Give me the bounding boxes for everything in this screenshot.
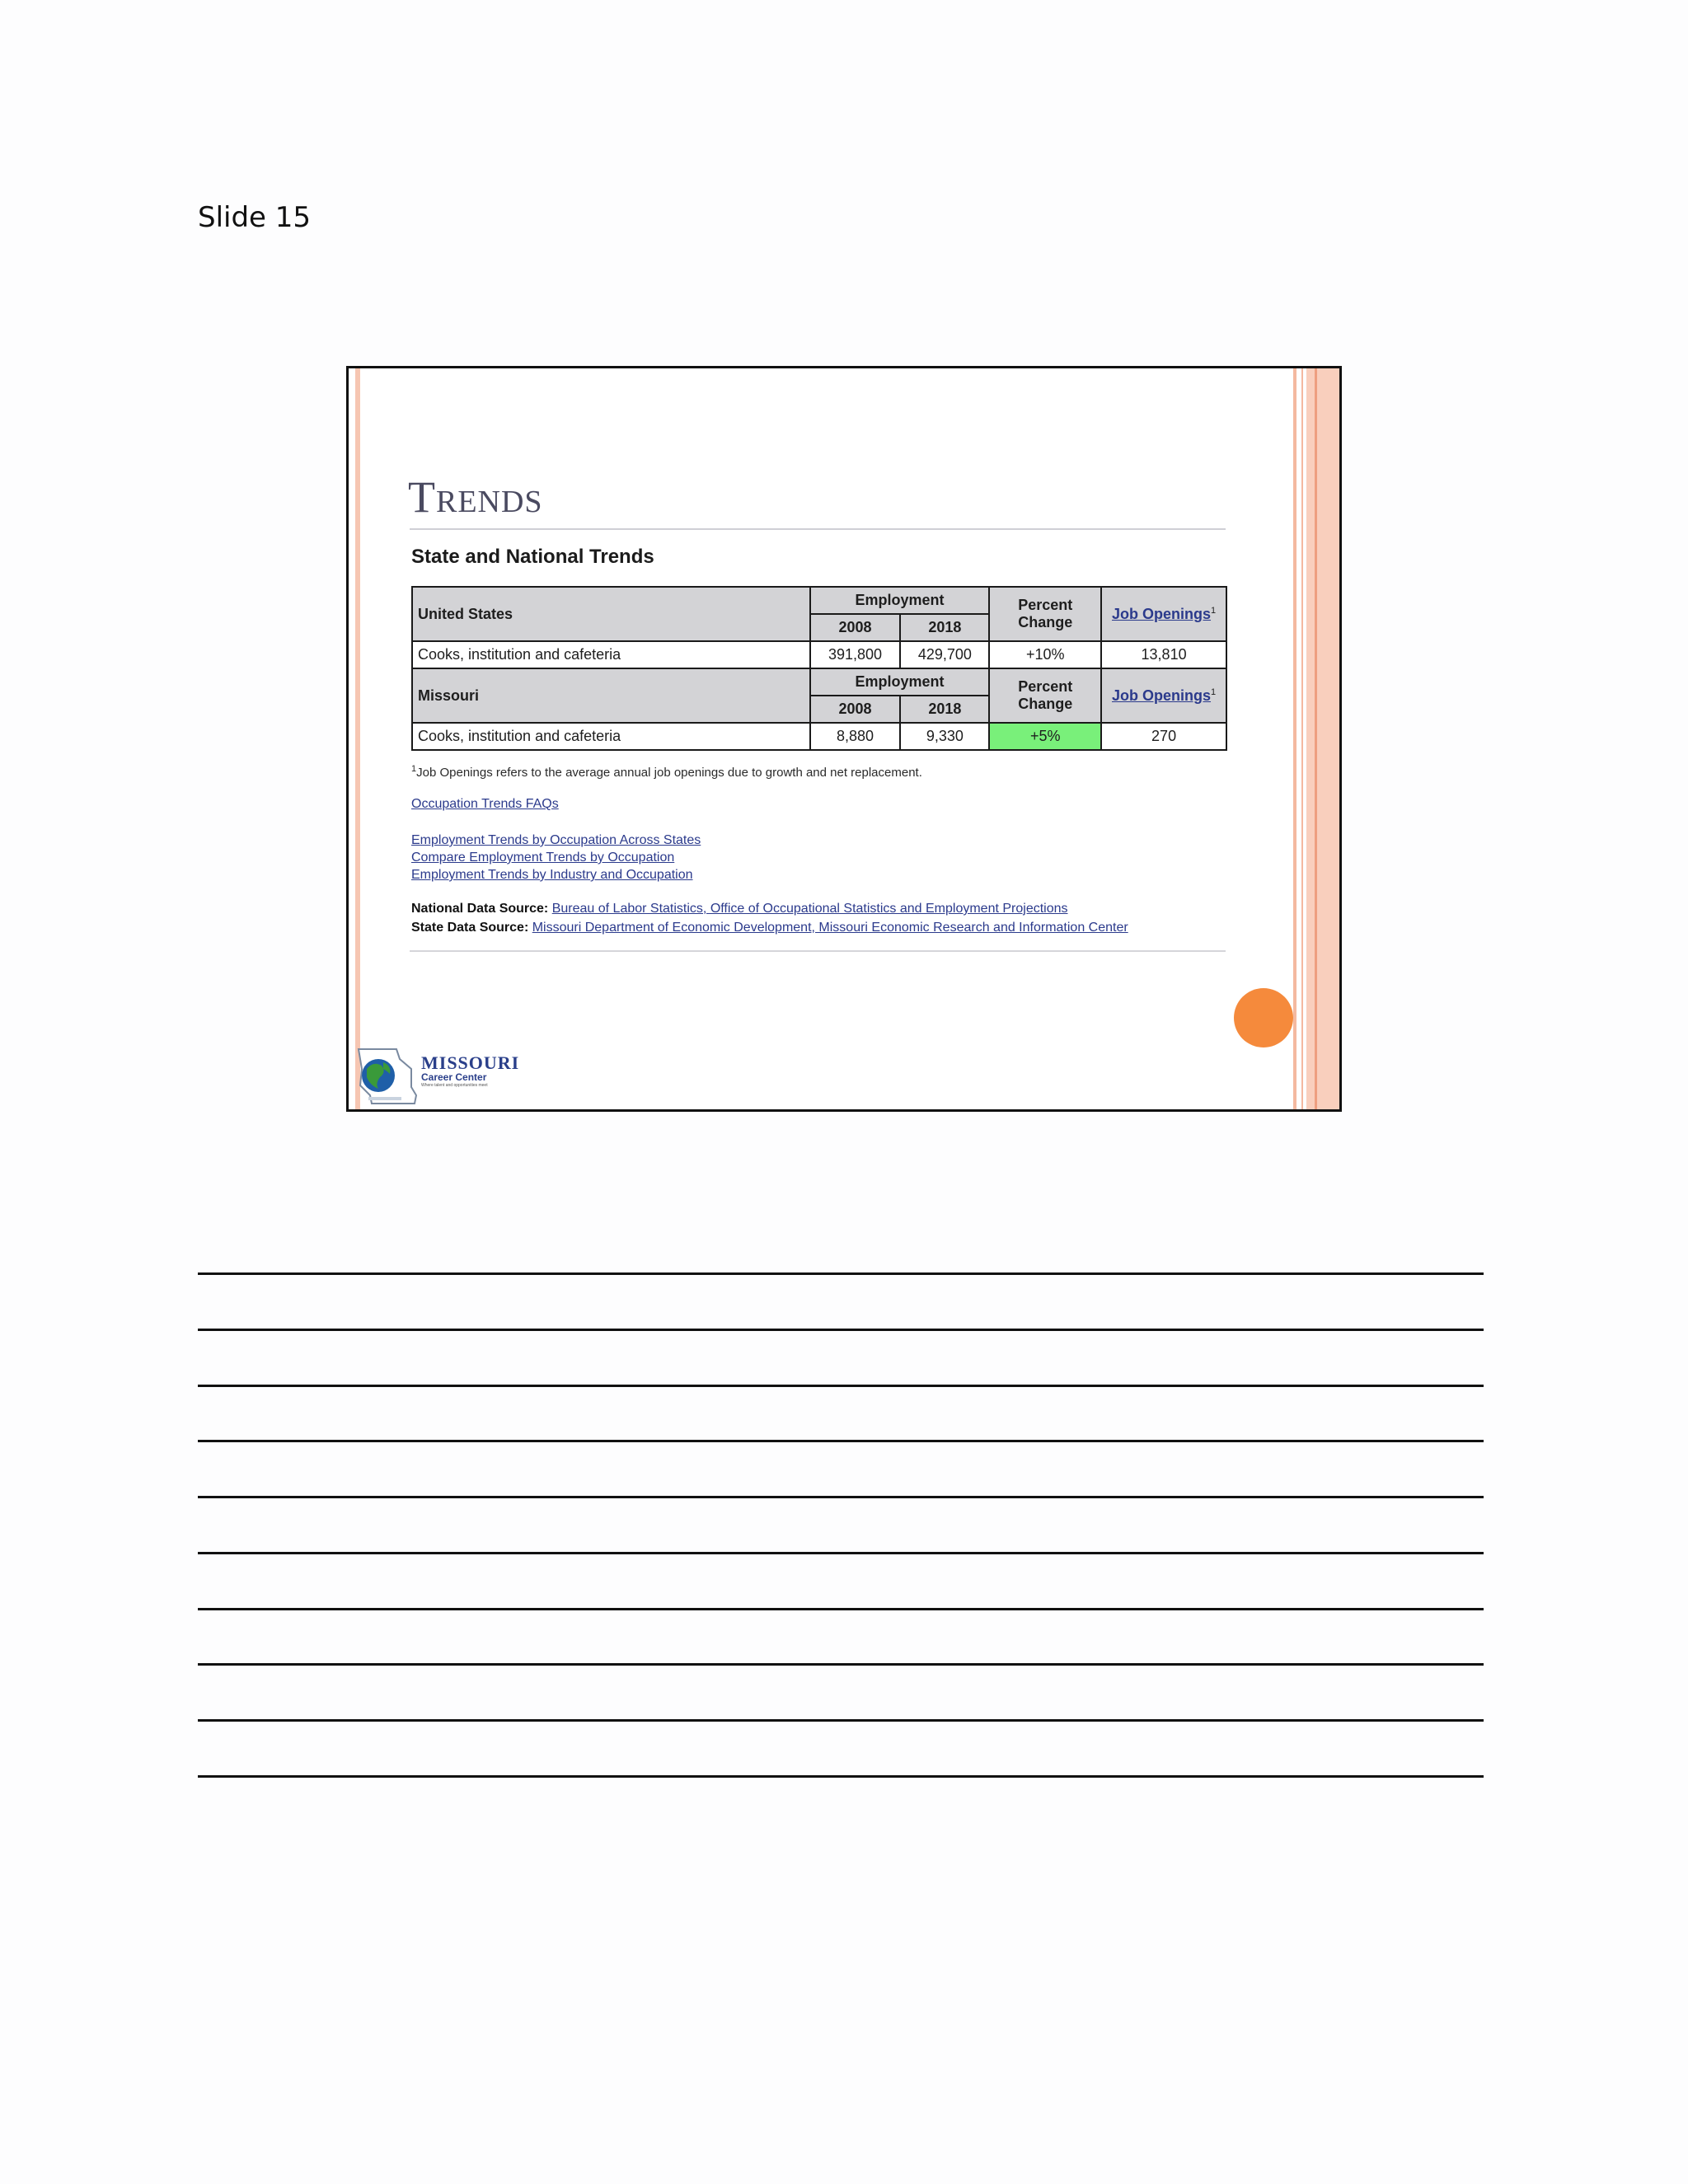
percent-change-header: Percent Change	[989, 587, 1101, 641]
value-2018-cell: 9,330	[900, 723, 989, 750]
table-header-row	[412, 668, 1226, 696]
note-line	[198, 1552, 1484, 1554]
note-line	[198, 1719, 1484, 1722]
note-line	[198, 1329, 1484, 1331]
national-source-link[interactable]: Bureau of Labor Statistics, Office of Occupational Statistics and Employment Projections	[551, 902, 1068, 916]
value-2008-cell: 8,880	[810, 723, 901, 750]
year-header: 2008	[810, 614, 901, 641]
job-openings-cell: 270	[1101, 723, 1226, 750]
slide-label: Slide 15	[198, 201, 312, 234]
percent-change-header: Percent Change	[989, 668, 1101, 723]
trend-link[interactable]: Employment Trends by Occupation Across States	[411, 833, 701, 847]
year-header: 2008	[810, 696, 901, 723]
job-openings-header: Job Openings$^1$	[1101, 587, 1226, 641]
national-source: National Data Source: Bureau of Labor Statistics, Office of Occupational Statistics and Employment Projections	[411, 902, 1068, 916]
title-divider	[410, 528, 1226, 530]
note-line	[198, 1272, 1484, 1275]
missouri-state-globe-icon	[354, 1044, 423, 1107]
faq-links	[411, 795, 559, 813]
occupation-cell: Cooks, institution and cafeteria	[412, 641, 810, 668]
job-openings-link[interactable]: Job Openings	[1112, 605, 1212, 622]
state-source-link[interactable]: Missouri Department of Economic Development, Missouri Economic Research and Information Center	[532, 921, 1128, 935]
note-line	[198, 1440, 1484, 1442]
orange-circle-accent	[1234, 988, 1293, 1047]
missouri-career-center-logo	[354, 1044, 520, 1107]
right-accent-stripes	[1293, 368, 1339, 1109]
employment-header: Employment	[810, 587, 990, 614]
occupation-cell: Cooks, institution and cafeteria	[412, 723, 810, 750]
region-label-mo: Missouri	[412, 668, 810, 723]
note-line	[198, 1663, 1484, 1666]
note-line	[198, 1385, 1484, 1387]
region-label-us: United States	[412, 587, 810, 641]
slide-image	[346, 366, 1342, 1112]
percent-change-cell: +5%	[989, 723, 1101, 750]
trend-links	[411, 832, 701, 883]
occupation-trends-faq-link[interactable]: Occupation Trends FAQs	[411, 797, 559, 811]
trend-link[interactable]: Compare Employment Trends by Occupation	[411, 851, 675, 865]
section-heading: State and National Trends	[411, 546, 654, 568]
table-row	[412, 641, 1226, 668]
note-line	[198, 1775, 1484, 1778]
year-header: 2018	[900, 614, 989, 641]
logo-text: MISSOURI Career Center Where talent and opportunities meet	[421, 1052, 520, 1088]
trends-table	[411, 586, 1227, 751]
bottom-divider	[410, 950, 1226, 952]
table-footnote: $^1$Job Openings refers to the average annual job openings due to growth and net replacement.	[411, 764, 922, 780]
employment-header: Employment	[810, 668, 990, 696]
value-2008-cell: 391,800	[810, 641, 901, 668]
state-source: State Data Source: Missouri Department of Economic Development, Missouri Economic Research and Information Center	[411, 921, 1128, 935]
job-openings-header: Job Openings$^1$	[1101, 668, 1226, 723]
slide-title: Trends	[408, 472, 543, 522]
trend-link[interactable]: Employment Trends by Industry and Occupation	[411, 868, 693, 882]
value-2018-cell: 429,700	[900, 641, 989, 668]
job-openings-link[interactable]: Job Openings	[1112, 687, 1212, 704]
year-header: 2018	[900, 696, 989, 723]
left-accent-stripe	[355, 368, 360, 1109]
percent-change-cell: +10%	[989, 641, 1101, 668]
table-row	[412, 723, 1226, 750]
table-header-row	[412, 587, 1226, 614]
data-sources	[411, 899, 1128, 937]
note-line	[198, 1496, 1484, 1498]
note-line	[198, 1608, 1484, 1610]
job-openings-cell: 13,810	[1101, 641, 1226, 668]
